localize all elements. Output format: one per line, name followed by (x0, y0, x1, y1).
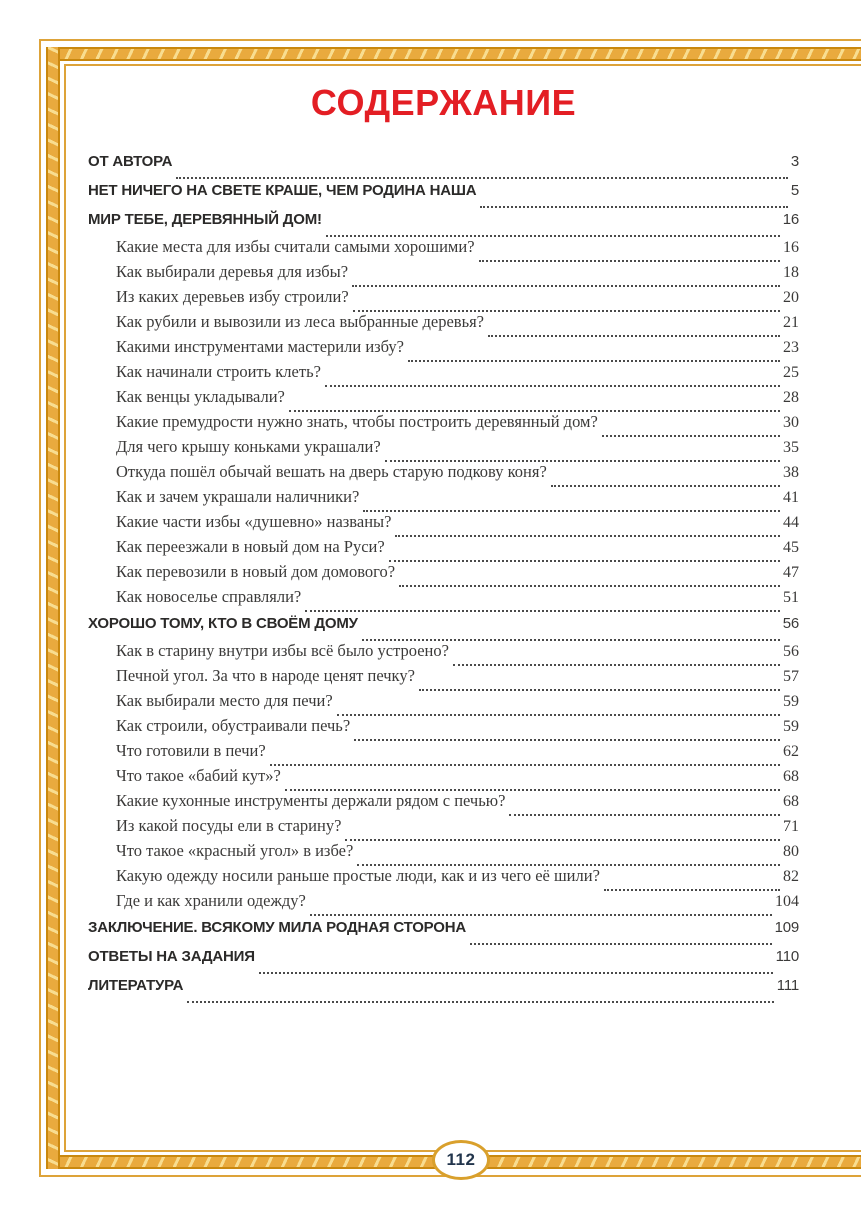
toc-page-number: 68 (783, 768, 799, 785)
toc-entry-label: Какие места для избы считали самыми хорошими? (116, 237, 475, 256)
toc-page-number: 59 (783, 718, 799, 735)
toc-page-number: 35 (783, 439, 799, 456)
toc-entry-label: Какими инструментами мастерили избу? (116, 337, 405, 356)
toc-page-number: 51 (783, 589, 799, 606)
toc-entry (88, 312, 799, 337)
toc-entry (88, 945, 799, 974)
toc-entry-label: Как и зачем украшали наличники? (116, 487, 360, 506)
toc-entry-label: Как строили, обустраивали печь? (116, 716, 351, 735)
toc-entry (88, 512, 799, 537)
toc-page-number: 104 (775, 893, 799, 910)
toc-dots-leader (345, 835, 780, 841)
toc-page-number: 18 (783, 264, 799, 281)
toc-dots-leader (604, 885, 780, 891)
toc-page-number: 111 (776, 977, 799, 994)
toc-dots-leader (310, 910, 772, 916)
page-number: 112 (446, 1150, 476, 1169)
toc-page-number: 47 (783, 564, 799, 581)
toc-entry-label: Какие кухонные инструменты держали рядом с печью? (116, 791, 506, 810)
toc-dots-leader (551, 481, 780, 487)
toc-entry (88, 487, 799, 512)
toc-entry (88, 150, 799, 179)
toc-page-number: 71 (783, 818, 799, 835)
toc-entry-label: Какие части избы «душевно» названы? (116, 512, 392, 531)
toc-page-number: 57 (783, 668, 799, 685)
toc-entry (88, 691, 799, 716)
toc-entry-label: Для чего крышу коньками украшали? (116, 437, 381, 456)
toc-entry-label: Какие премудрости нужно знать, чтобы построить деревянный дом? (116, 412, 598, 431)
toc-page-number: 45 (783, 539, 799, 556)
toc-dots-leader (259, 968, 773, 974)
toc-dots-leader (399, 581, 780, 587)
toc-entry (88, 666, 799, 691)
toc-page-number: 16 (782, 211, 799, 228)
toc-dots-leader (488, 331, 780, 337)
toc-entry (88, 916, 799, 945)
toc-dots-leader (187, 997, 774, 1003)
toc-page-number: 5 (790, 182, 799, 199)
toc-page-number: 56 (782, 615, 799, 632)
toc-entry (88, 716, 799, 741)
toc-page-number: 59 (783, 693, 799, 710)
toc-page-number: 110 (775, 948, 799, 965)
toc-entry (88, 462, 799, 487)
toc-page-number: 3 (790, 153, 799, 170)
toc-entry (88, 791, 799, 816)
toc-entry-label: ХОРОШО ТОМУ, КТО В СВОЁМ ДОМУ (88, 615, 358, 632)
toc-entry-label: Что готовили в печи? (116, 741, 266, 760)
toc-entry (88, 974, 799, 1003)
toc-entry (88, 362, 799, 387)
toc-entry (88, 891, 799, 916)
contents-page (88, 82, 799, 1003)
toc-page-number: 28 (783, 389, 799, 406)
toc-entry-label: ОТВЕТЫ НА ЗАДАНИЯ (88, 948, 255, 965)
toc-page-number: 30 (783, 414, 799, 431)
toc-entry (88, 287, 799, 312)
toc-page-number: 25 (783, 364, 799, 381)
toc-entry (88, 562, 799, 587)
toc-dots-leader (270, 760, 780, 766)
toc-entry (88, 412, 799, 437)
toc (88, 150, 799, 1003)
toc-dots-leader (479, 256, 780, 262)
toc-entry-label: Как рубили и вывозили из леса выбранные деревья? (116, 312, 485, 331)
toc-entry (88, 208, 799, 237)
toc-entry-label: ЛИТЕРАТУРА (88, 977, 184, 994)
toc-dots-leader (337, 710, 780, 716)
toc-entry-label: Печной угол. За что в народе ценят печку? (116, 666, 415, 685)
toc-entry-label: Что такое «красный угол» в избе? (116, 841, 354, 860)
toc-entry (88, 841, 799, 866)
toc-page-number: 21 (783, 314, 799, 331)
toc-entry-label: Как переезжали в новый дом на Руси? (116, 537, 385, 556)
toc-entry-label: Как в старину внутри избы всё было устроено? (116, 641, 449, 660)
toc-entry (88, 816, 799, 841)
toc-entry-label: Откуда пошёл обычай вешать на дверь старую подкову коня? (116, 462, 547, 481)
toc-dots-leader (408, 356, 780, 362)
frame-band-top (46, 47, 861, 61)
toc-page-number: 41 (783, 489, 799, 506)
toc-entry (88, 387, 799, 412)
toc-entry (88, 587, 799, 612)
toc-entry (88, 766, 799, 791)
toc-entry-label: Как начинали строить клеть? (116, 362, 321, 381)
toc-entry-label: Из какой посуды ели в старину? (116, 816, 342, 835)
toc-entry-label: Из каких деревьев избу строили? (116, 287, 349, 306)
toc-entry-label: Как новоселье справляли? (116, 587, 302, 606)
frame-band-left (46, 47, 60, 1169)
toc-dots-leader (509, 810, 780, 816)
toc-dots-leader (389, 556, 780, 562)
toc-entry (88, 641, 799, 666)
toc-entry-label: Как выбирали место для печи? (116, 691, 333, 710)
toc-entry (88, 262, 799, 287)
toc-entry-label: Где и как хранили одежду? (116, 891, 306, 910)
toc-dots-leader (325, 381, 780, 387)
toc-entry (88, 866, 799, 891)
toc-entry (88, 237, 799, 262)
toc-page-number: 44 (783, 514, 799, 531)
toc-entry (88, 437, 799, 462)
toc-page-number: 109 (774, 919, 799, 936)
toc-dots-leader (470, 939, 772, 945)
toc-entry-label: ОТ АВТОРА (88, 153, 173, 170)
toc-page-number: 80 (783, 843, 799, 860)
toc-entry (88, 612, 799, 641)
toc-entry-label: Какую одежду носили раньше простые люди, как и из чего её шили? (116, 866, 600, 885)
toc-page-number: 56 (783, 643, 799, 660)
toc-dots-leader (419, 685, 780, 691)
toc-page-number: 68 (783, 793, 799, 810)
toc-page-number: 38 (783, 464, 799, 481)
toc-dots-leader (453, 660, 780, 666)
toc-entry-label: Как выбирали деревья для избы? (116, 262, 349, 281)
toc-dots-leader (395, 531, 780, 537)
toc-dots-leader (176, 173, 788, 179)
toc-entry-label: Как венцы укладывали? (116, 387, 285, 406)
toc-entry-label: Что такое «бабий кут»? (116, 766, 281, 785)
page-number-badge (432, 1140, 490, 1180)
toc-page-number: 62 (783, 743, 799, 760)
toc-page-number: 82 (783, 868, 799, 885)
toc-page-number: 23 (783, 339, 799, 356)
toc-entry-label: МИР ТЕБЕ, ДЕРЕВЯННЫЙ ДОМ! (88, 211, 322, 228)
toc-entry-label: Как перевозили в новый дом домового? (116, 562, 396, 581)
page-title: СОДЕРЖАНИЕ (310, 82, 577, 123)
toc-dots-leader (480, 202, 787, 208)
toc-dots-leader (352, 281, 780, 287)
toc-dots-leader (354, 735, 780, 741)
toc-entry (88, 337, 799, 362)
toc-page-number: 16 (783, 239, 799, 256)
toc-page-number: 20 (783, 289, 799, 306)
toc-entry-label: ЗАКЛЮЧЕНИЕ. ВСЯКОМУ МИЛА РОДНАЯ СТОРОНА (88, 919, 467, 936)
toc-entry (88, 741, 799, 766)
toc-dots-leader (363, 506, 780, 512)
toc-entry (88, 537, 799, 562)
toc-entry-label: НЕТ НИЧЕГО НА СВЕТЕ КРАШЕ, ЧЕМ РОДИНА НАША (88, 182, 477, 199)
toc-dots-leader (602, 431, 780, 437)
toc-entry (88, 179, 799, 208)
toc-dots-leader (305, 606, 780, 612)
